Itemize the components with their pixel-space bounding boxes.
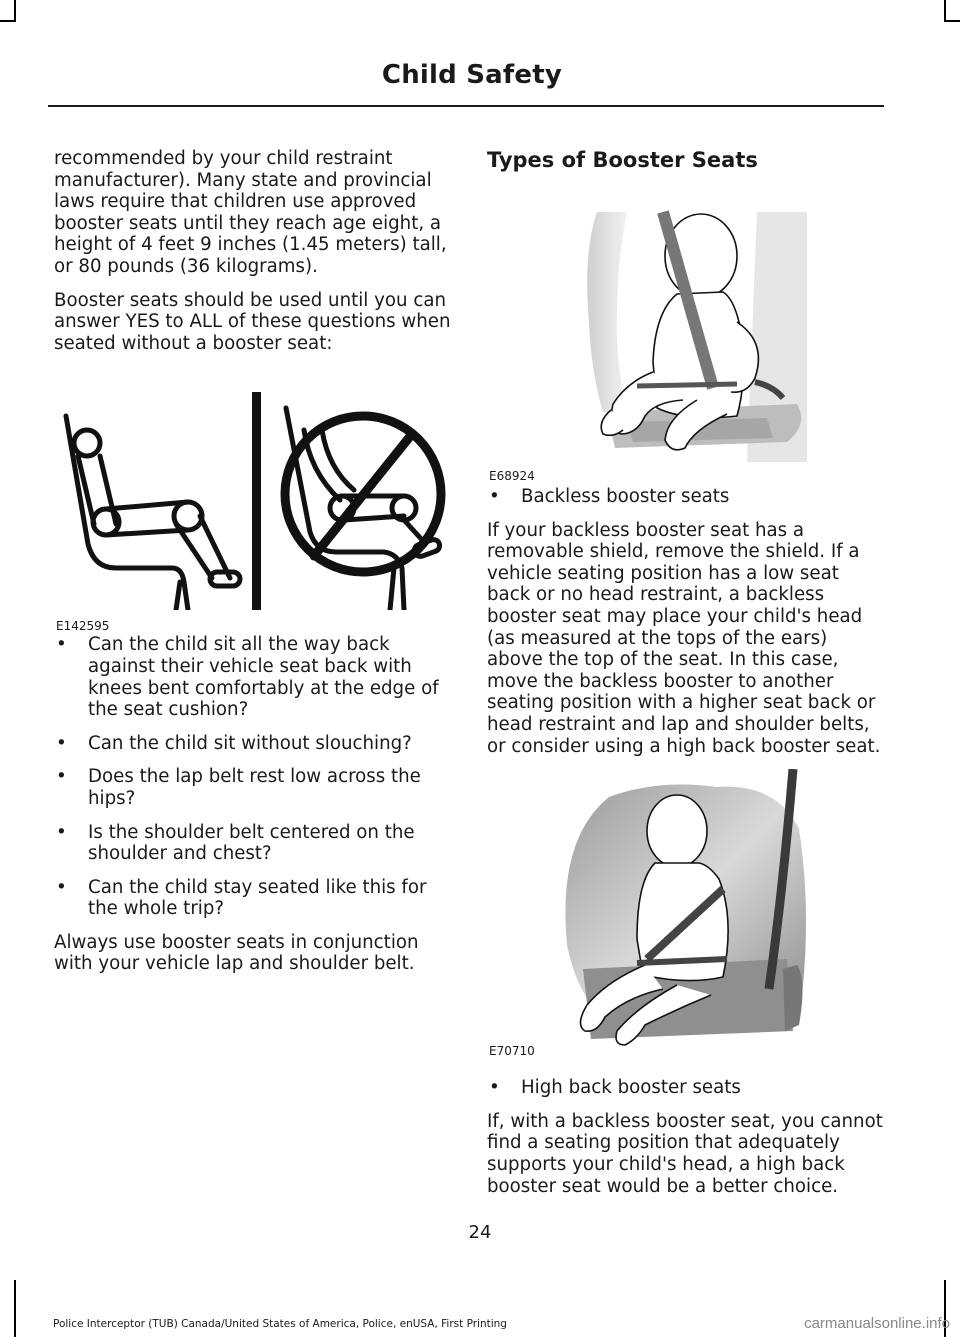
right-column [487, 148, 887, 1209]
crop-mark [944, 0, 946, 22]
bullet-icon: • [56, 732, 67, 754]
list-item-text: Can the child sit without slouching? [88, 732, 412, 754]
seating-posture-illustration [54, 372, 452, 610]
paragraph: Booster seats should be used until you can answer YES to ALL of these questions when seated without a booster seat: [54, 289, 451, 354]
footer-text: Police Interceptor (TUB) Canada/United States of America, Police, enUSA, First Printing [53, 1318, 507, 1330]
list-item-text: Can the child sit all the way back against their vehicle seat back with knees bent comfortably at the edge of the seat cushion? [88, 634, 439, 721]
figure-code: E68924 [489, 469, 535, 483]
section-heading: Types of Booster Seats [487, 148, 758, 172]
bullet-icon: • [56, 634, 67, 656]
crop-mark [0, 20, 16, 22]
seating-posture-figure [54, 372, 452, 634]
paragraph: If, with a backless booster seat, you cannot find a seating position that adequately supports your child's head, a high back booster seat would be a better choice. [487, 1110, 883, 1197]
list-item-text: Does the lap belt rest low across the hips? [88, 766, 421, 809]
bullet-icon: • [489, 486, 500, 507]
bullet-icon: • [56, 821, 67, 843]
figure-code: E70710 [489, 1044, 535, 1059]
watermark[interactable]: carmanualsonline.info [804, 1315, 950, 1332]
backless-booster-figure [487, 172, 887, 483]
page-title: Child Safety [381, 60, 562, 90]
list-item-text: High back booster seats [521, 1077, 741, 1099]
crop-mark [14, 1280, 16, 1337]
paragraph: recommended by your child restraint manufacturer). Many state and provincial laws require that children use approved booster seats until they reach age eight, a height of 4 feet 9 inches (1.45 meters) tall, or 80 pounds (36 kilograms). [54, 148, 447, 277]
backless-booster-illustration [487, 172, 887, 472]
paragraph: If your backless booster seat has a removable shield, remove the shield. If a vehicle seating position has a low seat back or no head restraint, a backless booster seat may place your child's head (as measured at the tops of the ears) above the top of the seat. In this case, move the backless booster to another seating position with a higher seat back or head restraint and lap and shoulder belts, or consider using a high back booster seat. [487, 519, 881, 757]
header-rule [48, 105, 884, 107]
list-item-text: Can the child stay seated like this for the whole trip? [88, 876, 427, 920]
high-back-booster-illustration [487, 769, 887, 1057]
crop-mark [944, 20, 960, 22]
list-item [54, 877, 452, 920]
bullet-icon: • [56, 876, 67, 898]
high-back-booster-figure [487, 769, 887, 1077]
left-column [54, 148, 452, 987]
paragraph: Always use booster seats in conjunction with your vehicle lap and shoulder belt. [54, 931, 419, 975]
list-item [54, 733, 452, 755]
list-item [54, 634, 452, 720]
bullet-icon: • [56, 766, 67, 788]
crop-mark [14, 0, 16, 22]
list-item [487, 1077, 887, 1099]
list-item [54, 822, 452, 865]
bullet-icon: • [489, 1077, 500, 1099]
list-item-text: Is the shoulder belt centered on the shoulder and chest? [88, 821, 415, 865]
figure-code: E142595 [56, 619, 110, 634]
list-item-text: Backless booster seats [521, 486, 730, 507]
list-item [487, 486, 887, 508]
list-item [54, 766, 452, 809]
page-number: 24 [468, 1222, 492, 1243]
